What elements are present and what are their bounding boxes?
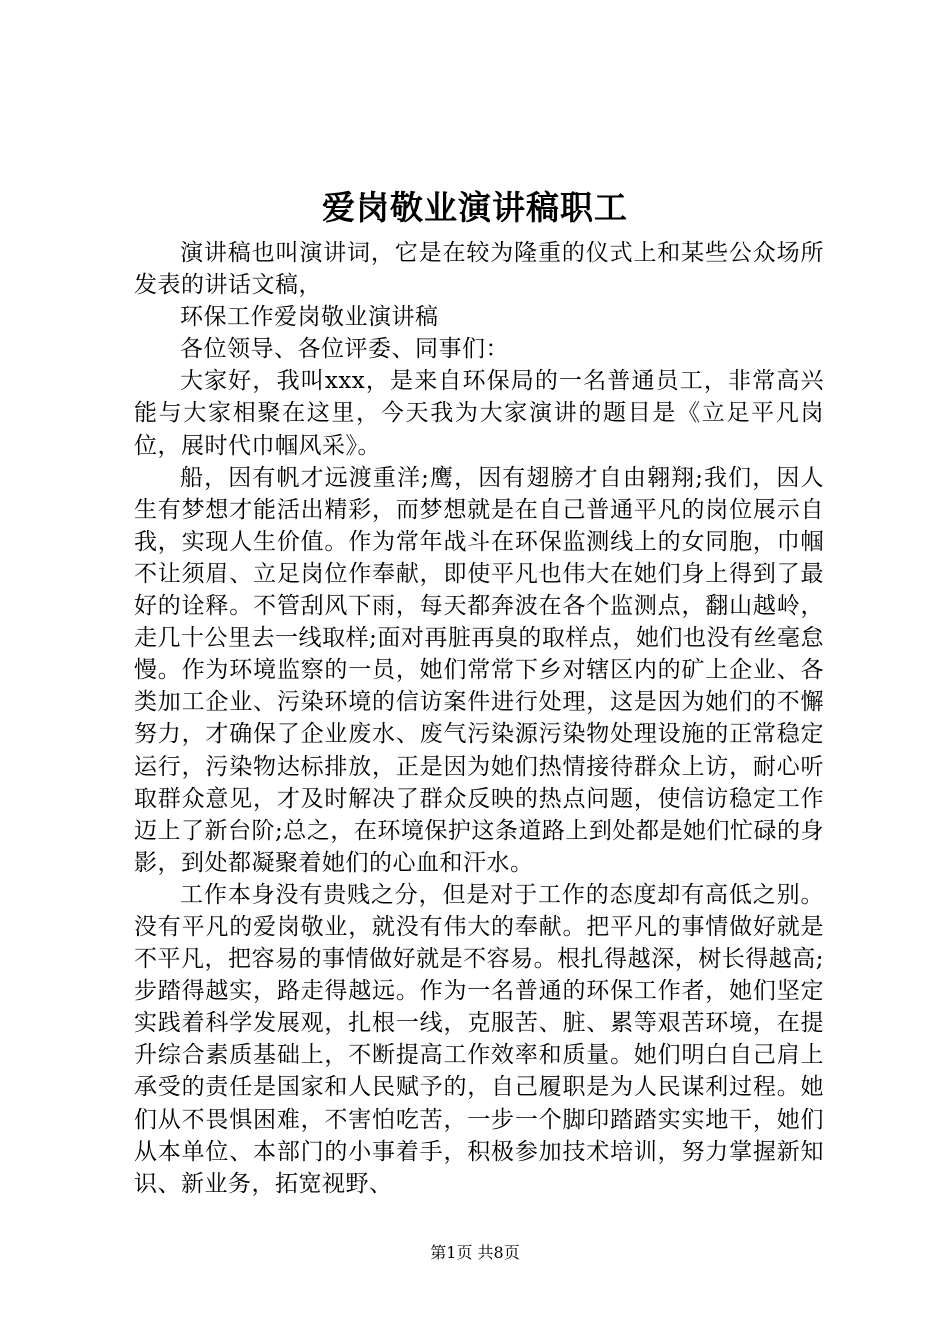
document-title: 爱岗敬业演讲稿职工 bbox=[322, 188, 628, 227]
paragraph-greeting: 大家好，我叫xxx，是来自环保局的一名普通员工，非常高兴能与大家相聚在这里，今天我为大家演讲的题目是《立足平凡岗位，展时代巾帼风采》。 bbox=[134, 368, 824, 459]
paragraph-body-2: 工作本身没有贵贱之分，但是对于工作的态度却有高低之别。没有平凡的爱岗敬业，就没有伟大的奉献。把平凡的事情做好就是不平凡，把容易的事情做好就是不容易。根扎得越深，树长得越高;步踏得越实，路走得越远。作为一名普通的环保工作者，她们坚定实践着科学发展观，扎根一线，克服苦、脏、累等艰苦环境，在提升综合素质基础上，不断提高工作效率和质量。她们明白自己肩上承受的责任是国家和人民赋予的，自己履职是为人民谋利过程。她们从不畏惧困难，不害怕吃苦，一步一个脚印踏踏实实地干，她们从本单位、本部门的小事着手，积极参加技术培训，努力掌握新知识、新业务，拓宽视野、 bbox=[134, 881, 824, 1197]
page-number-footer: 第1页 共8页 bbox=[430, 1243, 520, 1262]
document-body bbox=[134, 237, 824, 1200]
paragraph-salutation: 各位领导、各位评委、同事们： bbox=[180, 336, 509, 363]
paragraph-intro: 演讲稿也叫演讲词，它是在较为隆重的仪式上和某些公众场所发表的讲话文稿， bbox=[134, 240, 824, 299]
paragraph-body-1: 船，因有帆才远渡重洋;鹰，因有翅膀才自由翱翔;我们，因人生有梦想才能活出精彩，而梦想就是在自己普通平凡的岗位展示自我，实现人生价值。作为常年战斗在环保监测线上的女同胞，巾帼不让须眉、立足岗位作奉献，即使平凡也伟大在她们身上得到了最好的诠释。不管刮风下雨，每天都奔波在各个监测点，翻山越岭，走几十公里去一线取样;面对再脏再臭的取样点，她们也没有丝毫怠慢。作为环境监察的一员，她们常常下乡对辖区内的矿上企业、各类加工企业、污染环境的信访案件进行处理，这是因为她们的不懈努力，才确保了企业废水、废气污染源污染物处理设施的正常稳定运行，污染物达标排放，正是因为她们热情接待群众上访，耐心听取群众意见，才及时解决了群众反映的热点问题，使信访稳定工作迈上了新台阶;总之，在环境保护这条道路上到处都是她们忙碌的身影，到处都凝聚着她们的心血和汗水。 bbox=[134, 464, 824, 876]
paragraph-subtitle: 环保工作爱岗敬业演讲稿 bbox=[180, 304, 439, 331]
